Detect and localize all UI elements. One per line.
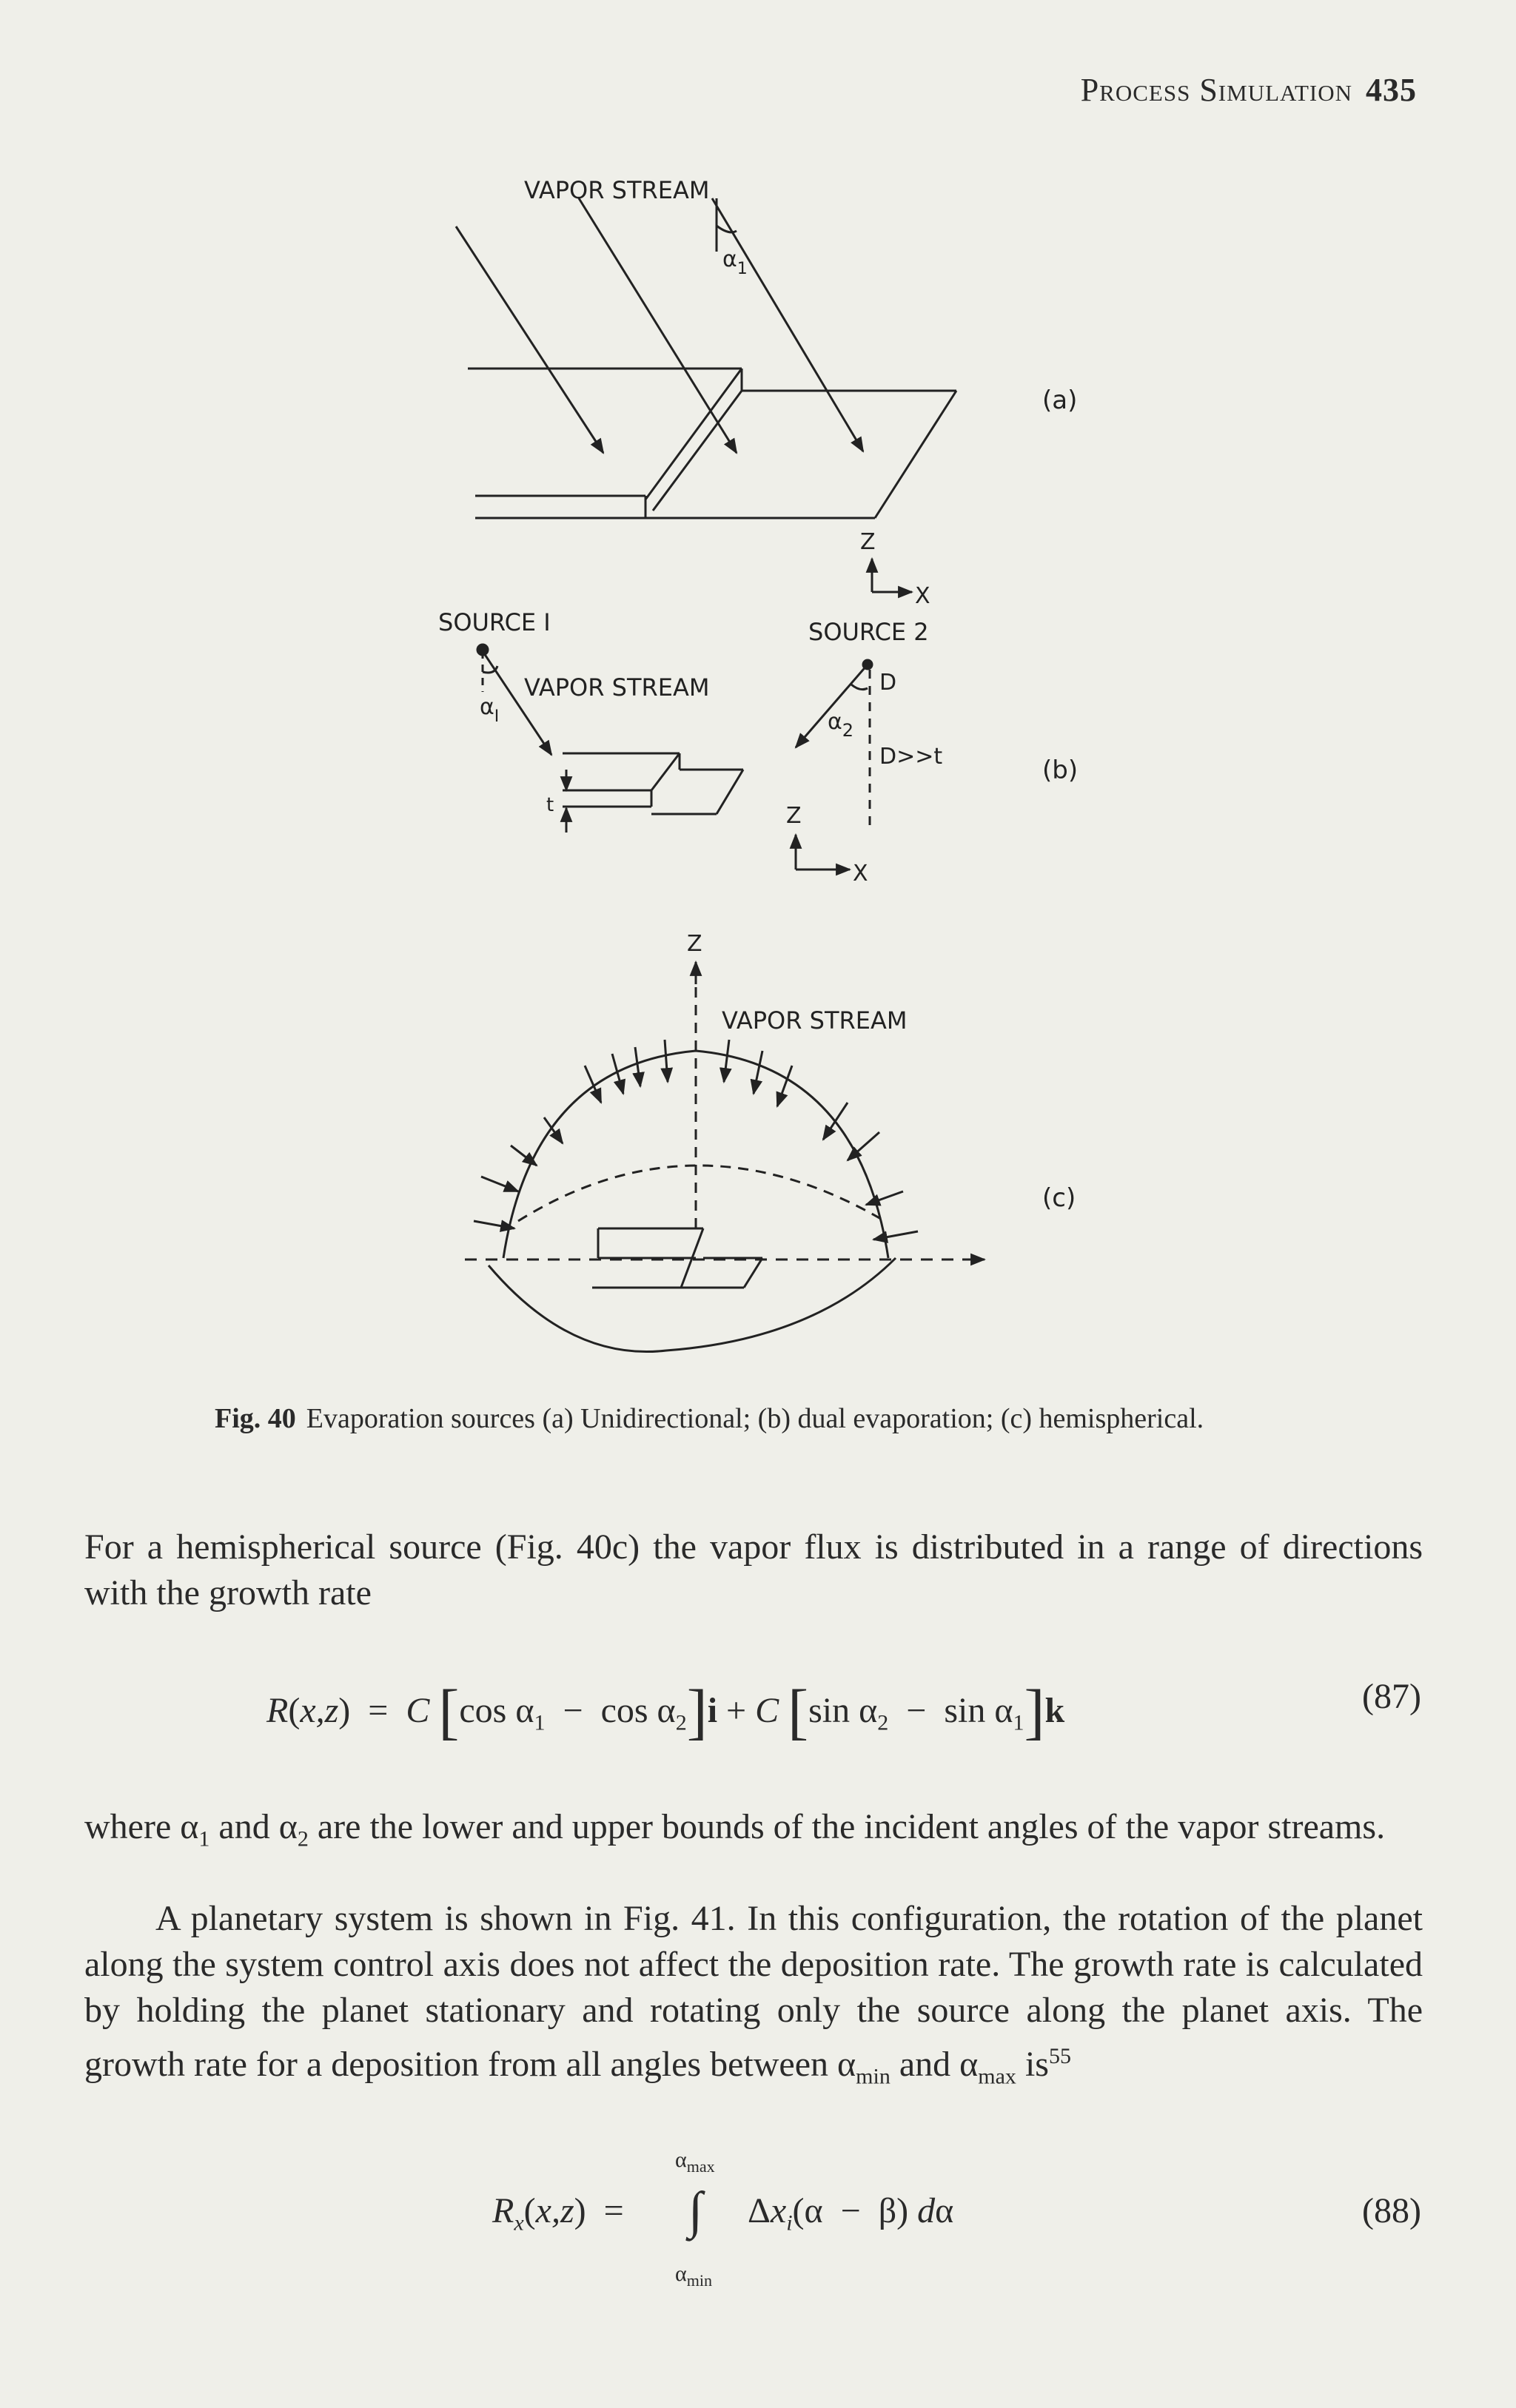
panel-a-diagram: [456, 198, 956, 592]
panel-a-z-axis-label: Z: [860, 529, 876, 555]
panel-c-label: (c): [1042, 1183, 1076, 1213]
panel-b-x-axis-label: X: [853, 861, 868, 887]
panel-b-label: (b): [1042, 756, 1079, 785]
panel-b-z-axis-label: Z: [786, 803, 802, 829]
equation-88-number: (88): [1362, 2191, 1421, 2230]
page-number: 435: [1366, 72, 1417, 108]
source-2-label: SOURCE 2: [808, 618, 929, 646]
paragraph-3-text: A planetary system is shown in Fig. 41. In this configuration, the rotation of the planet along the system control axis does not affect the deposition rate. The growth rate is calculated by holding the planet stationary and rotating only the source along the planet axis. The growth rate for a deposition from all angles between α: [84, 1899, 1423, 2084]
alpha-1-label: $\alpha_I$: [480, 694, 500, 726]
distance-d-label: D: [879, 670, 897, 696]
source-1-label: SOURCE I: [438, 608, 551, 636]
caption-text: Evaporation sources (a) Unidirectional; (b) dual evaporation; (c) hemispherical.: [306, 1403, 1204, 1434]
panel-a-label: (a): [1042, 386, 1078, 415]
alpha-2-label: $\alpha_2$: [828, 709, 854, 741]
equation-87-number: (87): [1362, 1677, 1421, 1716]
panel-c-vapor-label: VAPOR STREAM: [722, 1006, 908, 1035]
figure-caption: [215, 1402, 1325, 1435]
panel-a-vapor-label: VAPOR STREAM: [524, 176, 710, 204]
panel-a-angle-label: $\alpha_1$: [722, 246, 748, 278]
paragraph-2-text: are the lower and upper bounds of the incident angles of the vapor streams.: [317, 1807, 1386, 1846]
panel-a-x-axis-label: X: [915, 583, 930, 609]
figure-number: Fig. 40: [215, 1403, 296, 1434]
panel-c-z-axis-label: Z: [687, 931, 702, 957]
paragraph-3: A planetary system is shown in Fig. 41. In this configuration, the rotation of the planet along the system control axis does not affect the deposition rate. The growth rate is calculated by holding the planet stationary and rotating only the source along the planet axis. The growth rate for a deposition from all angles between $\alpha_{min}$ and $\alpha_{max}$ $is^{55}$: [84, 1899, 1423, 2089]
paragraph-2: where $\alpha_1$ and $\alpha_2$ are the lower and upper bounds of the incident angles of the vapor streams.: [84, 1807, 1386, 1852]
thickness-t-label: t: [546, 794, 554, 816]
distance-condition-label: D>>t: [879, 744, 943, 770]
panel-b-vapor-label: VAPOR STREAM: [524, 673, 710, 702]
running-title: Process Simulation: [1080, 72, 1352, 108]
paragraph-1: For a hemispherical source (Fig. 40c) the vapor flux is distributed in a range of directions with the growth rate: [84, 1527, 1423, 1612]
